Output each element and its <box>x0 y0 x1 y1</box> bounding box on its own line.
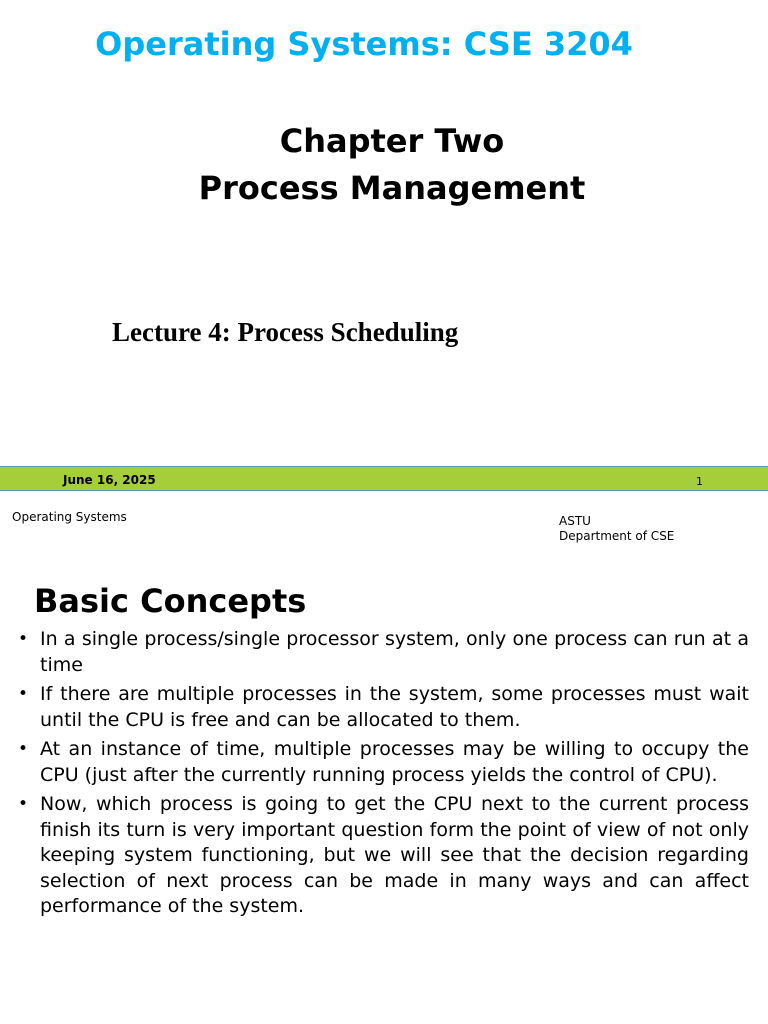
chapter-number: Chapter Two <box>279 122 505 160</box>
bullet-text: At an instance of time, multiple processes may be willing to occupy the CPU (just after the currently running process yields the control of CPU). <box>40 738 749 786</box>
footer-date: June 16, 2025 <box>63 473 156 487</box>
bullet-icon: • <box>18 794 29 814</box>
bullet-list <box>18 627 749 924</box>
header-department: Department of CSE <box>559 529 675 543</box>
header-institution <box>559 514 674 544</box>
list-item <box>18 682 749 733</box>
bullet-icon: • <box>18 629 29 649</box>
bullet-text: In a single process/single processor system, only one process can run at a time <box>40 628 749 676</box>
course-title: Operating Systems: CSE 3204 <box>95 25 633 63</box>
list-item <box>18 737 749 788</box>
bullet-text: Now, which process is going to get the CPU next to the current process finish its turn is very important question form the point of view of not only keeping system functioning, but we will see that the decision regarding selection of next process can be made in many ways and can affect performance of the system. <box>40 793 749 917</box>
bullet-icon: • <box>18 684 29 704</box>
header-course-name: Operating Systems <box>12 510 127 524</box>
list-item <box>18 792 749 920</box>
chapter-title <box>0 118 768 212</box>
bullet-icon: • <box>18 739 29 759</box>
header-university: ASTU <box>559 514 591 528</box>
lecture-title: Lecture 4: Process Scheduling <box>112 317 459 347</box>
footer-page-number: 1 <box>696 475 703 488</box>
list-item <box>18 627 749 678</box>
chapter-topic: Process Management <box>198 169 586 207</box>
section-heading: Basic Concepts <box>34 582 307 620</box>
bullet-text: If there are multiple processes in the system, some processes must wait until the CPU is free and can be allocated to them. <box>40 683 749 731</box>
